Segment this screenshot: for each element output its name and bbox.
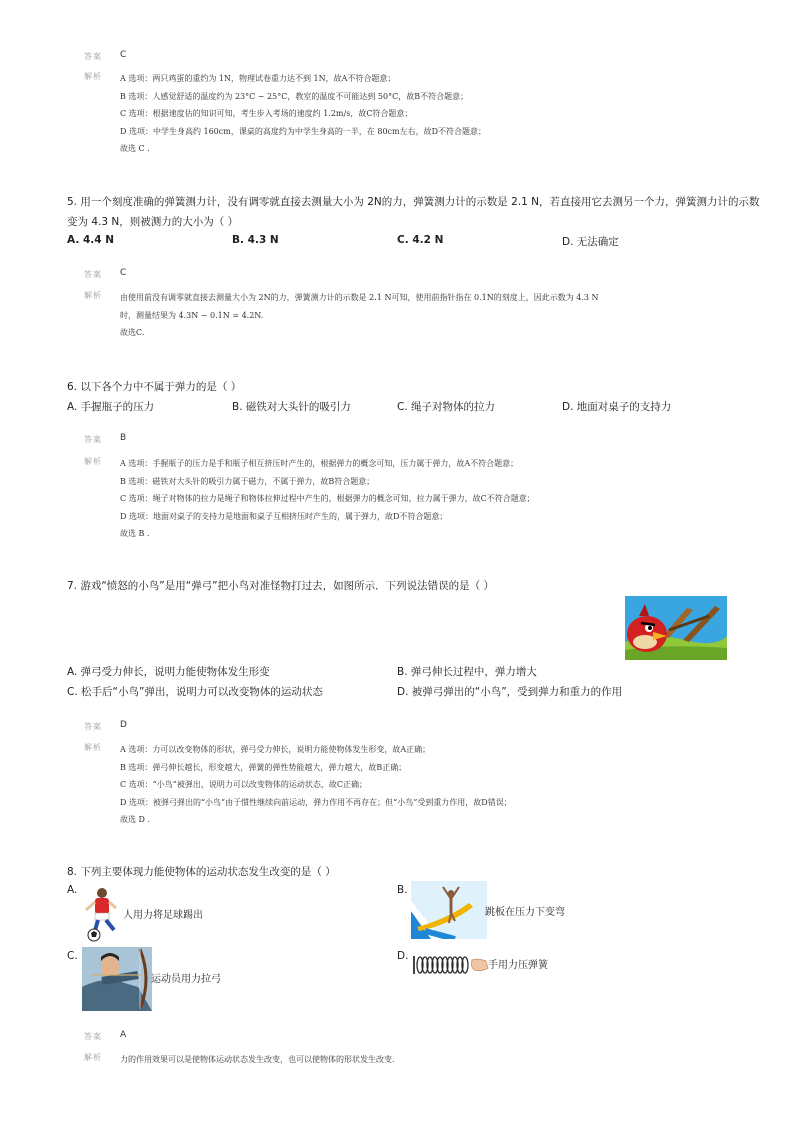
q5-option-c[interactable]: C. 4.2 N [397, 234, 444, 246]
analysis-line: B 选项：弹弓伸长越长，形变越大，弹簧的弹性势能越大，弹力越大，故B正确； [120, 762, 407, 772]
analysis-line: 时，测量结果为 4.3N − 0.1N = 4.2N. [120, 310, 264, 320]
q6-option-a[interactable]: A. 手握瓶子的压力 [67, 401, 155, 413]
q6-answer-row [84, 433, 126, 445]
q4-analysis [120, 70, 486, 158]
q6-option-b[interactable]: B. 磁铁对大头针的吸引力 [232, 401, 351, 413]
analysis-line: 故选 C . [120, 144, 150, 153]
q4-answer-value: C [120, 50, 127, 60]
analysis-line: C 选项：绳子对物体的拉力是绳子和物体拉伸过程中产生的，根据弹力的概念可知，拉力属于弹力，故C不符合题意； [120, 494, 535, 503]
angry-bird-slingshot-image [625, 596, 727, 660]
answer-tag: 答案 [84, 270, 102, 279]
q5-option-d[interactable]: D. 无法确定 [562, 236, 619, 248]
analysis-tag: 解析 [84, 743, 102, 752]
analysis-line: D 选项：中学生身高约 160cm，课桌的高度约为中学生身高的一半，在 80cm左右，故D不符合题意； [120, 126, 487, 136]
q8-option-d-caption: 手用力压弹簧 [488, 960, 548, 971]
q7-analysis-row [84, 741, 512, 829]
q6-stem: 6. 以下各个力中不属于弹力的是（ ） [67, 381, 242, 393]
answer-tag: 答案 [84, 722, 102, 731]
q8-answer-row [84, 1030, 126, 1042]
analysis-tag: 解析 [84, 457, 102, 466]
q4-analysis-row [84, 70, 486, 158]
archer-drawing-bow-image[interactable] [82, 947, 152, 1011]
q8-analysis-row [84, 1051, 395, 1069]
answer-tag: 答案 [84, 52, 102, 61]
q6-analysis [120, 455, 535, 543]
q8-stem: 8. 下列主要体现力能使物体的运动状态发生改变的是（ ） [67, 866, 336, 878]
answer-tag: 答案 [84, 1032, 102, 1041]
q8-analysis [120, 1051, 395, 1069]
analysis-tag: 解析 [84, 291, 102, 300]
analysis-tag: 解析 [84, 72, 102, 81]
analysis-line: C 选项：根据速度估的知识可知，考生步入考场的速度约 1.2m/s，故C符合题意； [120, 109, 413, 118]
analysis-line: B 选项：人感觉舒适的温度约为 23°C ~ 25°C，教室的温度不可能达到 50°C，故B不符合题意； [120, 91, 469, 101]
q7-option-a[interactable]: A. 弹弓受力伸长，说明力能使物体发生形变 [67, 666, 270, 678]
analysis-line: 力的作用效果可以是使物体运动状态发生改变，也可以使物体的形状发生改变. [120, 1055, 395, 1064]
analysis-line: A 选项：手握瓶子的压力是手和瓶子相互挤压时产生的，根据弹力的概念可知，压力属于弹力，故A不符合题意； [120, 459, 519, 468]
diving-board-image[interactable] [411, 881, 487, 939]
q8-option-d-letter[interactable]: D. [397, 950, 409, 962]
q7-answer-value: D [120, 720, 127, 730]
q8-option-c-caption: 运动员用力拉弓 [151, 974, 221, 985]
q5-option-a[interactable]: A. 4.4 N [67, 234, 115, 246]
q7-analysis [120, 741, 512, 829]
q7-stem: 7. 游戏“愤怒的小鸟”是用“弹弓”把小鸟对准怪物打过去，如图所示．下列说法错误的是（ ） [67, 580, 494, 592]
q7-option-d[interactable]: D. 被弹弓弹出的“小鸟”，受到弹力和重力的作用 [397, 686, 623, 698]
q5-analysis-row [84, 289, 599, 342]
q5-analysis [120, 289, 599, 342]
analysis-line: C 选项：“小鸟”被弹出，说明力可以改变物体的运动状态，故C正确； [120, 780, 367, 789]
q5-option-b[interactable]: B. 4.3 N [232, 234, 279, 246]
analysis-line: D 选项：地面对桌子的支持力是地面和桌子互相挤压时产生的，属于弹力，故D不符合题意； [120, 511, 448, 521]
q7-option-c[interactable]: C. 松手后“小鸟”弹出，说明力可以改变物体的运动状态 [67, 686, 323, 698]
analysis-line: B 选项：磁铁对大头针的吸引力属于磁力，不属于弹力，故B符合题意； [120, 476, 375, 486]
analysis-line: A 选项：力可以改变物体的形状，弹弓受力伸长，说明力能使物体发生形变，故A正确； [120, 745, 431, 754]
q7-answer-row [84, 720, 127, 732]
analysis-line: 故选C. [120, 328, 145, 337]
q6-option-d[interactable]: D. 地面对桌子的支持力 [562, 401, 672, 413]
analysis-line: 故选 D . [120, 815, 151, 824]
q8-option-b-letter[interactable]: B. [397, 884, 408, 896]
q4-answer-row [84, 50, 126, 62]
q6-analysis-row [84, 455, 535, 543]
answer-tag: 答案 [84, 435, 102, 444]
analysis-tag: 解析 [84, 1053, 102, 1062]
kicking-football-image[interactable] [80, 886, 122, 942]
q6-option-c[interactable]: C. 绳子对物体的拉力 [397, 401, 496, 413]
q8-answer-value: A [120, 1030, 127, 1040]
q6-answer-value: B [120, 433, 127, 443]
pressing-spring-image[interactable] [412, 952, 490, 978]
q7-option-b[interactable]: B. 弹弓伸长过程中，弹力增大 [397, 666, 537, 678]
q5-stem-line1: 5. 用一个刻度准确的弹簧测力计，没有调零就直接去测量大小为 2N的力，弹簧测力计的示数是 2.1 N，若直接用它去测另一个力，弹簧测力计的示数 [67, 196, 760, 208]
analysis-line: 故选 B . [120, 529, 150, 538]
q8-option-b-caption: 跳板在压力下变弯 [485, 907, 565, 918]
q5-answer-row [84, 268, 126, 280]
analysis-line: D 选项：被弹弓弹出的“小鸟”由于惯性继续向前运动，弹力作用不再存在；但“小鸟”受到重力作用，故D错误； [120, 797, 512, 807]
analysis-line: A 选项：两只鸡蛋的重约为 1N，物理试卷重力达不到 1N，故A不符合题意； [120, 74, 396, 83]
q8-option-a-caption: 人用力将足球踢出 [123, 910, 203, 921]
q8-option-a-letter[interactable]: A. [67, 884, 78, 896]
q8-option-c-letter[interactable]: C. [67, 950, 78, 962]
q5-stem-line2: 变为 4.3 N，则被测力的大小为（ ） [67, 216, 239, 228]
analysis-line: 由使用前没有调零就直接去测量大小为 2N的力，弹簧测力计的示数是 2.1 N可知，使用前指针指在 0.1N的刻度上，因此示数为 4.3 N [120, 293, 599, 302]
q5-answer-value: C [120, 268, 127, 278]
